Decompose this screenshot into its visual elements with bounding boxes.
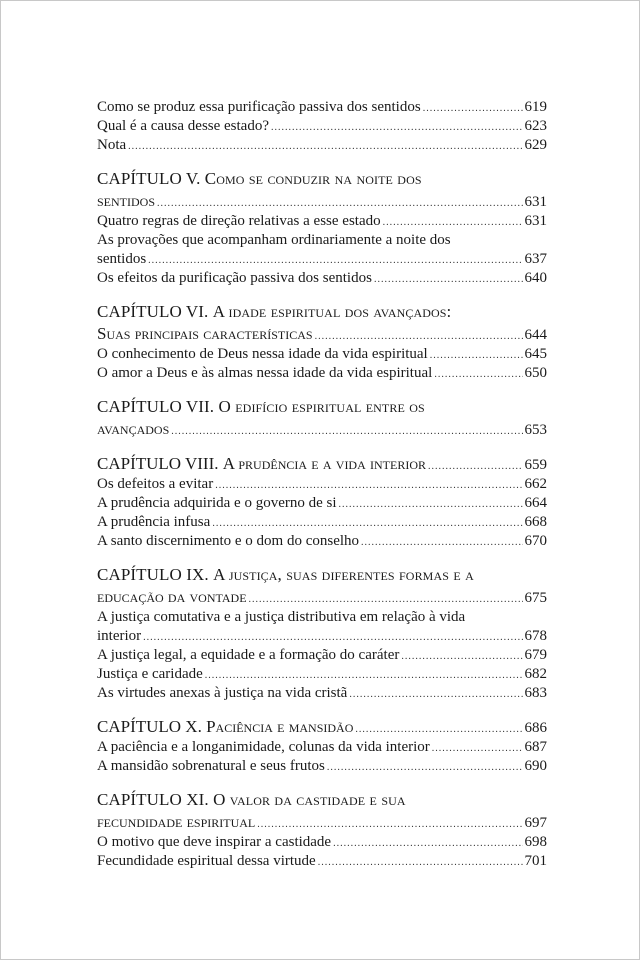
leader-dots (148, 251, 522, 270)
leader-dots (423, 99, 523, 118)
toc-entry[interactable] (97, 757, 547, 776)
leader-dots (434, 365, 522, 384)
chapter-section (97, 453, 547, 551)
chapter-title: A idade espiritual dos avançados: (212, 302, 452, 321)
leader-dots (374, 270, 523, 289)
toc-entry-title: Qual é a causa desse estado? (97, 118, 270, 134)
toc-entry-page: 690 (524, 758, 547, 774)
toc-entry-page: 679 (524, 647, 547, 663)
toc-entry[interactable] (97, 494, 547, 513)
chapter-heading[interactable] (97, 564, 547, 586)
toc-entry[interactable] (97, 117, 547, 136)
chapter-number: CAPÍTULO IX. (97, 565, 209, 584)
toc-entry-title: sentidos (97, 251, 147, 267)
chapter-page: 653 (524, 422, 547, 438)
chapter-title: A justiça, suas diferentes formas e a (213, 565, 474, 584)
chapter-heading[interactable] (97, 789, 547, 811)
toc-entry[interactable] (97, 532, 547, 551)
chapter-heading-continued[interactable] (97, 190, 547, 212)
chapter-section (97, 301, 547, 383)
chapter-number: CAPÍTULO VI. (97, 302, 209, 321)
toc-entry-page: 619 (524, 99, 547, 115)
toc-entry-title: As virtudes anexas à justiça na vida cristã (97, 685, 348, 701)
toc-entry-page: 650 (524, 365, 547, 381)
toc-entry[interactable] (97, 646, 547, 665)
chapter-title: educação da vontade (97, 587, 247, 606)
chapter-page: 659 (524, 457, 547, 473)
chapter-page: 631 (524, 194, 547, 210)
toc-entry-page: 678 (524, 628, 547, 644)
toc-entry[interactable] (97, 136, 547, 155)
chapter-heading[interactable] (97, 168, 547, 190)
leader-dots (215, 476, 522, 495)
leader-dots (432, 739, 523, 758)
chapter-page: 686 (524, 720, 547, 736)
toc-entry[interactable] (97, 513, 547, 532)
toc-entry-title: interior (97, 628, 142, 644)
leader-dots (333, 834, 522, 853)
toc-entry-title: A prudência infusa (97, 514, 211, 530)
chapter-title: fecundidade espiritual (97, 812, 256, 831)
toc-entry-title: O conhecimento de Deus nessa idade da vida espiritual (97, 346, 428, 362)
chapter-number: CAPÍTULO VII. (97, 397, 215, 416)
toc-entry-title: O motivo que deve inspirar a castidade (97, 834, 332, 850)
toc-entry-title: O amor a Deus e às almas nessa idade da vida espiritual (97, 365, 433, 381)
chapter-title: A prudência e a vida interior (222, 454, 427, 473)
toc-entry-page: 683 (524, 685, 547, 701)
leader-dots (171, 421, 522, 443)
leader-dots (271, 118, 522, 137)
toc-entry-title-line[interactable]: A justiça comutativa e a justiça distributiva em relação à vida (97, 609, 466, 625)
chapter-title-group (97, 453, 426, 475)
chapter-title: sentidos (97, 191, 156, 210)
toc-entry[interactable] (97, 98, 547, 117)
leader-dots (430, 346, 523, 365)
chapter-title: Suas principais características (97, 324, 313, 343)
chapter-title-group (97, 716, 353, 738)
toc-entry-title: A paciência e a longanimidade, colunas da vida interior (97, 739, 430, 755)
chapter-heading[interactable] (97, 716, 547, 738)
chapter-section (97, 396, 547, 440)
leader-dots (318, 853, 523, 872)
chapter-section (97, 789, 547, 871)
table-of-contents (97, 98, 547, 871)
toc-entry-title: Como se produz essa purificação passiva dos sentidos (97, 99, 421, 115)
chapter-heading[interactable] (97, 301, 547, 323)
toc-entry-page: 670 (524, 533, 547, 549)
toc-entry-title: A santo discernimento e o dom do conselho (97, 533, 360, 549)
toc-entry[interactable] (97, 364, 547, 383)
chapter-page: 675 (524, 590, 547, 606)
chapter-heading[interactable] (97, 396, 547, 418)
toc-entry-title: Os defeitos a evitar (97, 476, 214, 492)
toc-entry-page: 637 (524, 251, 547, 267)
toc-entry-title: Fecundidade espiritual dessa virtude (97, 853, 316, 869)
leader-dots (327, 758, 523, 777)
leader-dots (349, 685, 522, 704)
toc-entry-title-line[interactable]: As provações que acompanham ordinariamente a noite dos (97, 232, 451, 248)
leader-dots (401, 647, 522, 666)
chapter-heading-continued[interactable] (97, 586, 547, 608)
leader-dots (205, 666, 523, 685)
toc-entry-page: 682 (524, 666, 547, 682)
chapter-number: CAPÍTULO X. (97, 717, 202, 736)
chapter-page: 644 (524, 327, 547, 343)
toc-entry-page: 623 (524, 118, 547, 134)
chapter-section (97, 564, 547, 703)
chapter-section (97, 716, 547, 776)
chapter-number: CAPÍTULO XI. (97, 790, 209, 809)
toc-entry[interactable] (97, 212, 547, 231)
toc-entry-page: 687 (524, 739, 547, 755)
chapter-number: CAPÍTULO VIII. (97, 454, 219, 473)
leader-dots (212, 514, 522, 533)
chapter-title: O valor da castidade e sua (213, 790, 406, 809)
toc-entry-page: 664 (524, 495, 547, 511)
toc-entry-page: 631 (524, 213, 547, 229)
toc-entry-page: 668 (524, 514, 547, 530)
chapter-number: CAPÍTULO V. (97, 169, 201, 188)
leader-dots (428, 456, 522, 478)
toc-entry-page: 645 (524, 346, 547, 362)
leader-dots (143, 628, 522, 647)
chapter-heading-continued[interactable] (97, 418, 547, 440)
toc-entry[interactable] (97, 833, 547, 852)
toc-entry-title: A prudência adquirida e o governo de si (97, 495, 337, 511)
leader-dots (383, 213, 523, 232)
toc-entry-page: 640 (524, 270, 547, 286)
chapter-page: 697 (524, 815, 547, 831)
toc-entry[interactable] (97, 684, 547, 703)
leader-dots (361, 533, 522, 552)
toc-entry-title: Quatro regras de direção relativas a esse estado (97, 213, 381, 229)
chapter-title: Como se conduzir na noite dos (204, 169, 422, 188)
toc-entry[interactable] (97, 475, 547, 494)
toc-entry[interactable] (97, 250, 547, 269)
chapter-section (97, 168, 547, 288)
chapter-title: Paciência e mansidão (206, 717, 354, 736)
toc-entry-title: A mansidão sobrenatural e seus frutos (97, 758, 325, 774)
leader-dots (339, 495, 523, 514)
toc-entry[interactable] (97, 852, 547, 871)
toc-entry[interactable] (97, 627, 547, 646)
chapter-title: avançados (97, 419, 170, 438)
toc-entry[interactable] (97, 345, 547, 364)
toc-entry-title: Justiça e caridade (97, 666, 203, 682)
toc-entry-page: 629 (524, 137, 547, 153)
toc-entry-title: A justiça legal, a equidade e a formação do caráter (97, 647, 400, 663)
chapter-heading-continued[interactable] (97, 811, 547, 833)
chapter-title: O edifício espiritual entre os (218, 397, 425, 416)
leader-dots (128, 137, 522, 156)
toc-entry[interactable] (97, 269, 547, 288)
toc-entry[interactable] (97, 738, 547, 757)
toc-entry-title: Os efeitos da purificação passiva dos sentidos (97, 270, 372, 286)
chapter-heading[interactable] (97, 453, 547, 475)
chapter-heading-continued[interactable] (97, 323, 547, 345)
toc-entry-page: 701 (524, 853, 547, 869)
toc-entry-page: 662 (524, 476, 547, 492)
toc-entry-page: 698 (524, 834, 547, 850)
toc-entry[interactable] (97, 665, 547, 684)
toc-entry-title: Nota (97, 137, 127, 153)
